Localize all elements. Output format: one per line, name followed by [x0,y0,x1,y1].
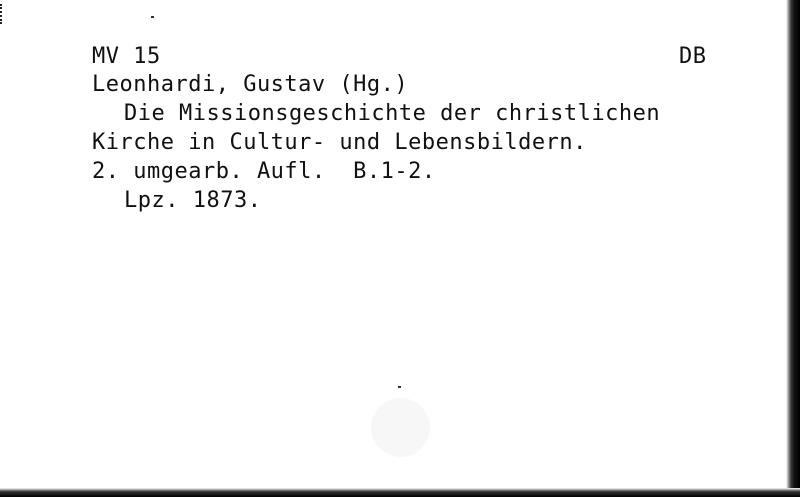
scan-edge-right [786,0,800,497]
scan-edge-bottom [0,488,800,497]
location-code: DB [679,44,707,69]
scan-edge-marks [0,4,5,24]
scan-speck [398,386,401,388]
punch-hole [371,398,430,457]
title-line-1: Die Missionsgeschichte der christlichen [124,101,661,126]
title-line-2: Kirche in Cultur- und Lebensbildern. [92,130,587,155]
imprint-line: Lpz. 1873. [124,188,262,213]
call-number: MV 15 [92,44,161,69]
edition-line: 2. umgearb. Aufl. B.1-2. [92,159,436,184]
scan-speck [151,16,154,18]
author-line: Leonhardi, Gustav (Hg.) [92,72,409,97]
